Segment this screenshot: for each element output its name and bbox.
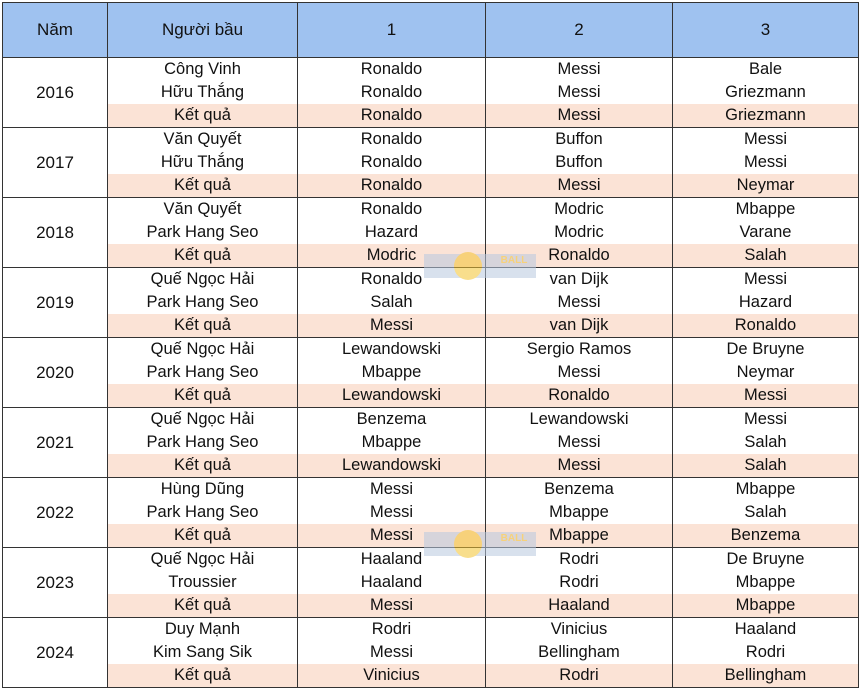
watermark-text: BALL (500, 255, 528, 266)
table-row (3, 618, 859, 642)
rank-2-cell: Lewandowski (486, 408, 673, 432)
rank-2-cell: Ronaldo (486, 244, 673, 268)
rank-3-cell: De Bruyne (673, 548, 859, 572)
header-rank-2: 2 (486, 3, 673, 58)
table-row (3, 478, 859, 502)
rank-1-cell: Messi (298, 314, 486, 338)
table-row (3, 58, 859, 82)
rank-2-cell: Messi (486, 454, 673, 478)
rank-1-cell: Benzema (298, 408, 486, 432)
voter-cell: Troussier (108, 571, 298, 594)
table-row (3, 81, 859, 104)
result-row (3, 594, 859, 618)
rank-3-cell: Salah (673, 431, 859, 454)
voter-cell: Kết quả (108, 664, 298, 688)
rank-1-cell: Vinicius (298, 664, 486, 688)
rank-1-cell: Messi (298, 594, 486, 618)
rank-1-cell: Messi (298, 478, 486, 502)
voter-cell: Kết quả (108, 454, 298, 478)
header-rank-1: 1 (298, 3, 486, 58)
football-logo-icon (424, 246, 536, 286)
rank-2-cell: Buffon (486, 151, 673, 174)
watermark-text: BALL (500, 533, 528, 544)
voter-cell: Park Hang Seo (108, 501, 298, 524)
voter-cell: Kết quả (108, 244, 298, 268)
year-cell: 2020 (3, 338, 108, 408)
rank-3-cell: Salah (673, 454, 859, 478)
rank-3-cell: Varane (673, 221, 859, 244)
voter-cell: Park Hang Seo (108, 221, 298, 244)
rank-1-cell: Ronaldo (298, 128, 486, 152)
rank-2-cell: van Dijk (486, 314, 673, 338)
table-row (3, 221, 859, 244)
rank-1-cell: Mbappe (298, 361, 486, 384)
voter-cell: Công Vinh (108, 58, 298, 82)
rank-3-cell: Rodri (673, 641, 859, 664)
rank-1-cell: Messi (298, 524, 486, 548)
result-row (3, 104, 859, 128)
voter-cell: Duy Mạnh (108, 618, 298, 642)
rank-2-cell: Messi (486, 174, 673, 198)
rank-2-cell: Ronaldo (486, 384, 673, 408)
table-row (3, 291, 859, 314)
rank-3-cell: Salah (673, 501, 859, 524)
rank-2-cell: Benzema (486, 478, 673, 502)
rank-3-cell: Neymar (673, 174, 859, 198)
year-cell: 2018 (3, 198, 108, 268)
voter-cell: Kết quả (108, 314, 298, 338)
voter-cell: Văn Quyết (108, 198, 298, 222)
result-row (3, 664, 859, 688)
rank-3-cell: Griezmann (673, 104, 859, 128)
rank-1-cell: Ronaldo (298, 104, 486, 128)
table-row (3, 641, 859, 664)
table-body (3, 58, 859, 688)
rank-1-cell: Lewandowski (298, 384, 486, 408)
rank-3-cell: Messi (673, 408, 859, 432)
football-logo-icon (424, 524, 536, 564)
header-voter: Người bầu (108, 3, 298, 58)
rank-1-cell: Messi (298, 501, 486, 524)
year-cell: 2019 (3, 268, 108, 338)
rank-2-cell: Rodri (486, 548, 673, 572)
rank-2-cell: Buffon (486, 128, 673, 152)
rank-1-cell: Ronaldo (298, 268, 486, 292)
voter-cell: Hữu Thắng (108, 81, 298, 104)
voter-cell: Kết quả (108, 524, 298, 548)
rank-3-cell: Messi (673, 151, 859, 174)
result-row (3, 314, 859, 338)
rank-2-cell: Rodri (486, 664, 673, 688)
rank-2-cell: van Dijk (486, 268, 673, 292)
rank-1-cell: Lewandowski (298, 338, 486, 362)
rank-1-cell: Salah (298, 291, 486, 314)
table-row (3, 431, 859, 454)
voter-cell: Quế Ngọc Hải (108, 408, 298, 432)
voter-cell: Park Hang Seo (108, 431, 298, 454)
rank-1-cell: Hazard (298, 221, 486, 244)
table-row (3, 198, 859, 222)
table-row (3, 571, 859, 594)
rank-1-cell: Haaland (298, 548, 486, 572)
rank-3-cell: Ronaldo (673, 314, 859, 338)
rank-1-cell: Ronaldo (298, 58, 486, 82)
rank-2-cell: Modric (486, 221, 673, 244)
rank-3-cell: Salah (673, 244, 859, 268)
rank-3-cell: Messi (673, 268, 859, 292)
voter-cell: Kết quả (108, 174, 298, 198)
rank-2-cell: Mbappe (486, 501, 673, 524)
rank-1-cell: Ronaldo (298, 198, 486, 222)
rank-2-cell: Messi (486, 361, 673, 384)
rank-3-cell: Neymar (673, 361, 859, 384)
rank-3-cell: Benzema (673, 524, 859, 548)
voter-cell: Park Hang Seo (108, 291, 298, 314)
result-row (3, 174, 859, 198)
rank-1-cell: Modric (298, 244, 486, 268)
rank-2-cell: Messi (486, 291, 673, 314)
voter-cell: Hùng Dũng (108, 478, 298, 502)
rank-1-cell: Ronaldo (298, 151, 486, 174)
rank-1-cell: Messi (298, 641, 486, 664)
voter-cell: Kết quả (108, 384, 298, 408)
rank-2-cell: Mbappe (486, 524, 673, 548)
rank-2-cell: Sergio Ramos (486, 338, 673, 362)
rank-3-cell: Haaland (673, 618, 859, 642)
year-cell: 2024 (3, 618, 108, 688)
ballot-table (2, 2, 859, 688)
rank-2-cell: Messi (486, 81, 673, 104)
rank-2-cell: Messi (486, 58, 673, 82)
rank-3-cell: Griezmann (673, 81, 859, 104)
year-cell: 2017 (3, 128, 108, 198)
rank-3-cell: De Bruyne (673, 338, 859, 362)
rank-2-cell: Haaland (486, 594, 673, 618)
voter-cell: Quế Ngọc Hải (108, 548, 298, 572)
voter-cell: Hữu Thắng (108, 151, 298, 174)
table-row (3, 151, 859, 174)
rank-3-cell: Mbappe (673, 594, 859, 618)
rank-1-cell: Rodri (298, 618, 486, 642)
rank-2-cell: Modric (486, 198, 673, 222)
rank-3-cell: Messi (673, 128, 859, 152)
rank-3-cell: Mbappe (673, 478, 859, 502)
header-row (3, 3, 859, 58)
table-row (3, 338, 859, 362)
year-cell: 2016 (3, 58, 108, 128)
voter-cell: Văn Quyết (108, 128, 298, 152)
table-row (3, 501, 859, 524)
rank-2-cell: Messi (486, 431, 673, 454)
rank-2-cell: Rodri (486, 571, 673, 594)
rank-1-cell: Lewandowski (298, 454, 486, 478)
table-row (3, 361, 859, 384)
header-year: Năm (3, 3, 108, 58)
voter-cell: Kim Sang Sik (108, 641, 298, 664)
rank-1-cell: Haaland (298, 571, 486, 594)
rank-2-cell: Messi (486, 104, 673, 128)
voter-cell: Quế Ngọc Hải (108, 338, 298, 362)
result-row (3, 454, 859, 478)
rank-3-cell: Bellingham (673, 664, 859, 688)
year-cell: 2021 (3, 408, 108, 478)
result-row (3, 384, 859, 408)
year-cell: 2022 (3, 478, 108, 548)
rank-3-cell: Mbappe (673, 571, 859, 594)
rank-3-cell: Mbappe (673, 198, 859, 222)
rank-3-cell: Messi (673, 384, 859, 408)
rank-3-cell: Hazard (673, 291, 859, 314)
rank-1-cell: Ronaldo (298, 81, 486, 104)
table-row (3, 408, 859, 432)
rank-1-cell: Mbappe (298, 431, 486, 454)
rank-2-cell: Vinicius (486, 618, 673, 642)
rank-3-cell: Bale (673, 58, 859, 82)
voter-cell: Kết quả (108, 594, 298, 618)
rank-2-cell: Bellingham (486, 641, 673, 664)
table-row (3, 128, 859, 152)
rank-1-cell: Ronaldo (298, 174, 486, 198)
year-cell: 2023 (3, 548, 108, 618)
voter-cell: Quế Ngọc Hải (108, 268, 298, 292)
voter-cell: Park Hang Seo (108, 361, 298, 384)
header-rank-3: 3 (673, 3, 859, 58)
voter-cell: Kết quả (108, 104, 298, 128)
